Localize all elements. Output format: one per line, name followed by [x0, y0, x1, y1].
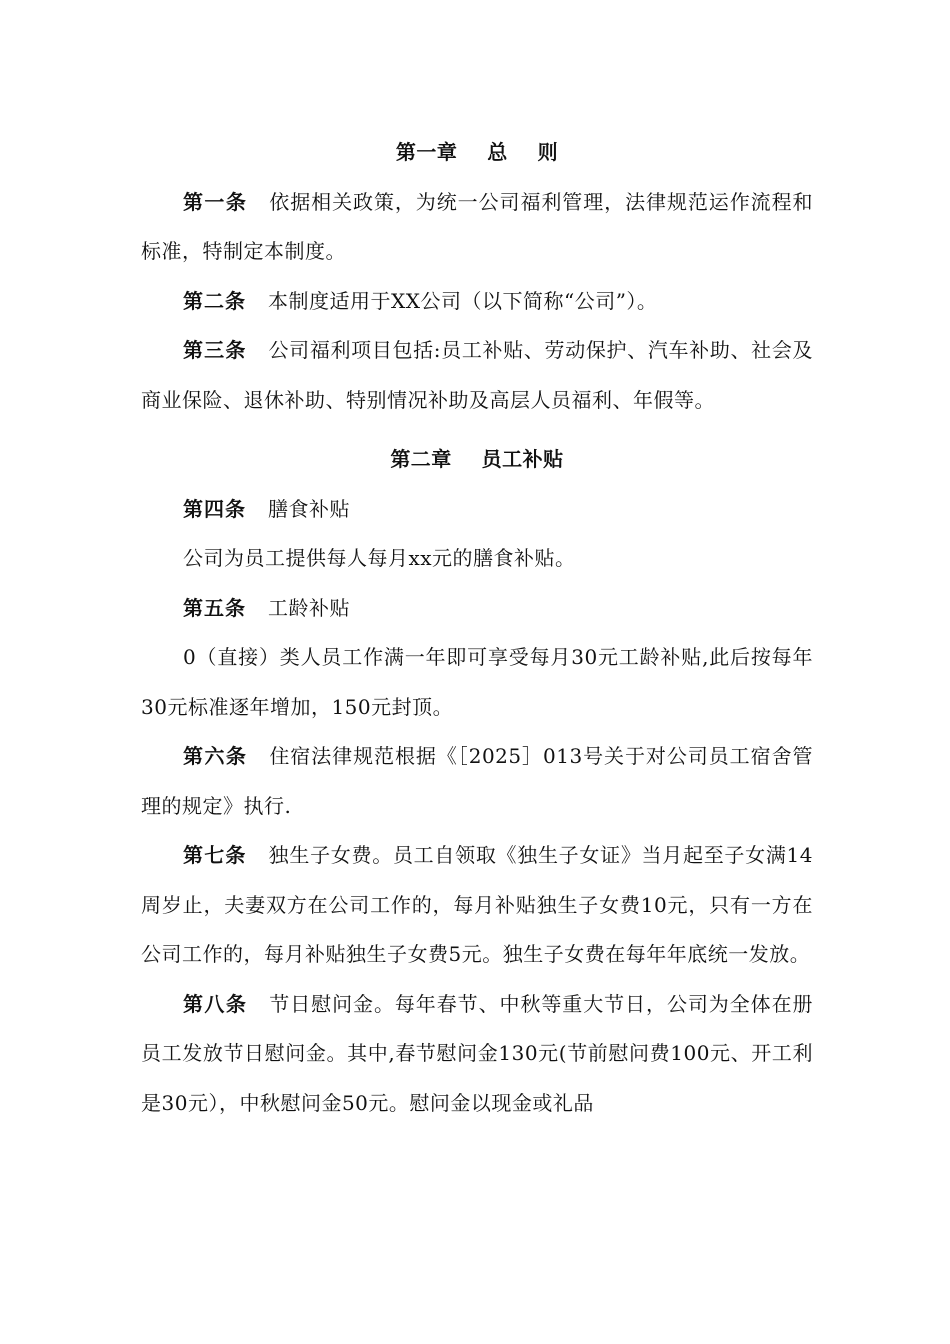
article-3	[141, 326, 813, 425]
article-label: 第六条	[183, 744, 248, 768]
article-text: 公司福利项目包括:员工补贴、劳动保护、汽车补助、社会及商业保险、退休补助、特别情况补助及高层人员福利、年假等。	[141, 338, 813, 412]
article-label: 第一条	[183, 189, 248, 214]
article-2	[141, 277, 813, 327]
article-text: 依据相关政策，为统一公司福利管理，法律规范运作流程和标准，特制定本制度。	[141, 189, 814, 263]
article-5-body: 0（直接）类人员工作满一年即可享受每月30元工龄补贴,此后按每年30元标准逐年增加，150元封顶。	[141, 645, 813, 719]
article-label: 第八条	[183, 991, 248, 1016]
article-5	[141, 584, 813, 634]
article-1	[141, 178, 813, 277]
article-label: 第二条	[183, 288, 246, 313]
article-7	[141, 831, 813, 980]
article-8	[141, 980, 813, 1129]
document-body	[141, 128, 813, 1128]
article-label: 第七条	[183, 843, 247, 867]
article-4	[141, 485, 813, 535]
article-text: 膳食补贴	[268, 496, 350, 521]
chapter-title: 第一章 总 则	[395, 140, 559, 164]
article-label: 第四条	[183, 496, 246, 521]
article-text: 节日慰问金。每年春节、中秋等重大节日，公司为全体在册员工发放节日慰问金。其中,春节慰问金130元(节前慰问费100元、开工利是30元），中秋慰问金50元。慰问金以现金或礼品	[141, 991, 814, 1115]
chapter-title: 第二章 员工补贴	[390, 447, 564, 471]
article-text: 独生子女费。员工自领取《独生子女证》当月起至子女满14周岁止，夫妻双方在公司工作的，每月补贴独生子女费10元，只有一方在公司工作的，每月补贴独生子女费5元。独生子女费在每年年底统一发放。	[141, 843, 814, 966]
article-label: 第五条	[183, 595, 246, 620]
article-text: 工龄补贴	[268, 595, 350, 620]
article-label: 第三条	[183, 338, 247, 362]
article-4-body: 公司为员工提供每人每月xx元的膳食补贴。	[183, 546, 576, 570]
article-text: 本制度适用于XX公司（以下简称“公司”）。	[268, 288, 658, 313]
article-text: 住宿法律规范根据《［2025］013号关于对公司员工宿舍管理的规定》执行.	[141, 744, 814, 818]
article-6	[141, 732, 813, 831]
